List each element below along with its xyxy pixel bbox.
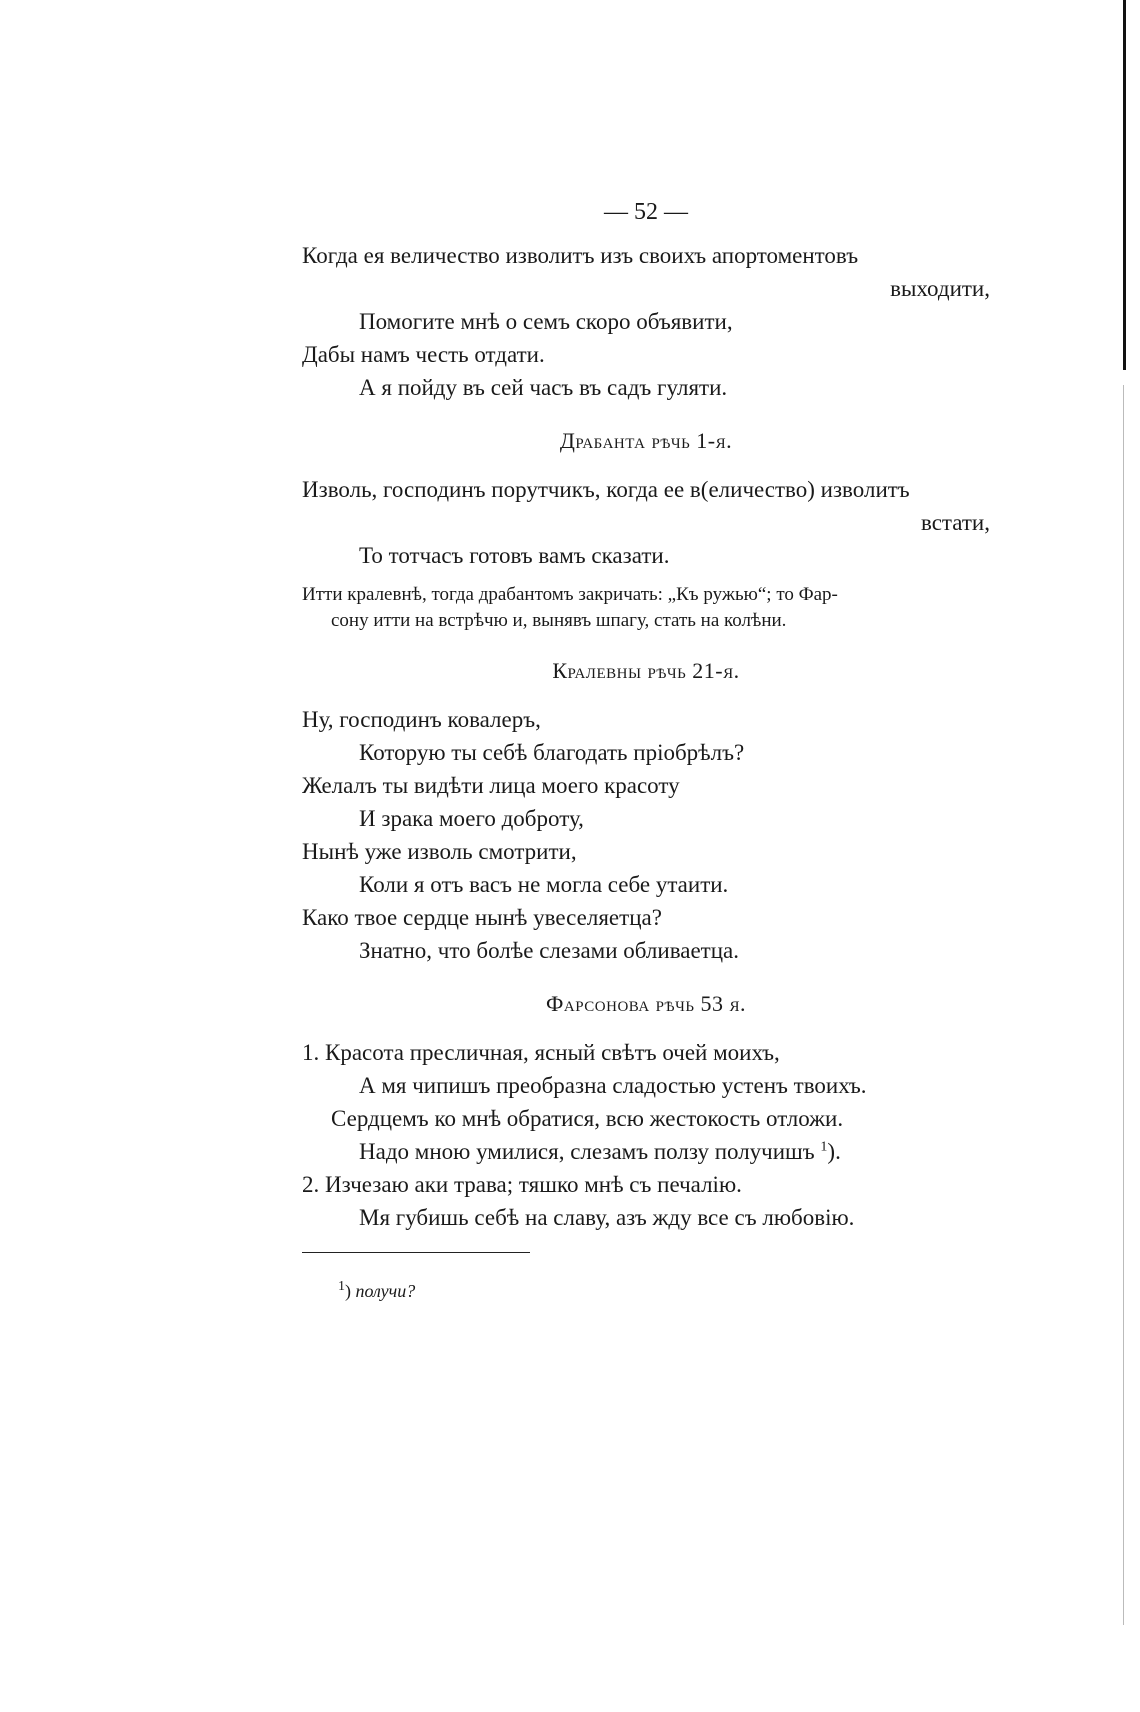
footnote-text: получи? bbox=[355, 1281, 416, 1301]
speaker-heading: Кралевны рѣчь 21-я. bbox=[552, 658, 740, 683]
stage-direction-line: сону итти на встрѣчю и, вынявъ шпагу, стать на колѣни. bbox=[331, 610, 787, 631]
verse-line-continuation: встати, bbox=[921, 510, 990, 535]
verse-line-continuation: выходити, bbox=[890, 276, 990, 301]
speaker-heading: Фарсонова рѣчь 53 я. bbox=[546, 991, 746, 1016]
page-number: — 52 — bbox=[604, 199, 688, 225]
verse-line: Которую ты себѣ благодать пріобрѣлъ? bbox=[359, 740, 745, 765]
footnote-mark: 1 bbox=[338, 1279, 345, 1294]
verse-line: 2. Изчезаю аки трава; тяшко мнѣ съ печалію. bbox=[302, 1172, 742, 1197]
footnote-reference: 1 bbox=[820, 1139, 828, 1155]
verse-line: А мя чипишъ преобразна сладостью устенъ твоихъ. bbox=[359, 1073, 867, 1098]
verse-line: Како твое сердце нынѣ увеселяетца? bbox=[302, 905, 662, 930]
verse-line: Сердцемъ ко мнѣ обратися, всю жестокость отложи. bbox=[331, 1106, 844, 1131]
verse-line: Дабы намъ честь отдати. bbox=[302, 342, 545, 367]
verse-line: Желалъ ты видѣти лица моего красоту bbox=[302, 773, 680, 798]
footnote bbox=[302, 1275, 990, 1308]
verse-line: Знатно, что болѣе слезами обливаетца. bbox=[359, 938, 739, 963]
verse-line bbox=[302, 1135, 990, 1168]
speaker-heading: Драбанта рѣчь 1-я. bbox=[559, 428, 733, 453]
footnote-paren: ) bbox=[345, 1281, 351, 1301]
verse-line: Помогите мнѣ о семъ скоро объявити, bbox=[359, 309, 733, 334]
verse-line: Мя губишь себѣ на славу, азъ жду все съ любовію. bbox=[359, 1205, 855, 1230]
verse-line: Коли я отъ васъ не могла себе утаити. bbox=[359, 872, 729, 897]
verse-line: 1. Красота пресличная, ясный свѣтъ очей моихъ, bbox=[302, 1040, 780, 1065]
verse-block-4 bbox=[302, 1036, 990, 1234]
page-margin-line bbox=[1123, 385, 1124, 1625]
document-page bbox=[302, 196, 990, 1308]
verse-block-2 bbox=[302, 473, 990, 572]
stage-direction-line: Итти кралевнѣ, тогда драбантомъ закричать: „Къ ружью“; то Фар- bbox=[302, 584, 838, 605]
verse-block-3 bbox=[302, 703, 990, 967]
verse-line: Нынѣ уже изволь смотрити, bbox=[302, 839, 577, 864]
verse-line: И зрака моего доброту, bbox=[359, 806, 584, 831]
verse-line: Когда ея величество изволитъ изъ своихъ апортоментовъ bbox=[302, 243, 859, 268]
verse-line: То тотчасъ готовъ вамъ сказати. bbox=[359, 543, 670, 568]
footnote-rule bbox=[302, 1252, 530, 1253]
verse-block-1 bbox=[302, 239, 990, 404]
stage-direction bbox=[302, 582, 990, 634]
verse-line-end: ). bbox=[827, 1139, 841, 1164]
verse-line-text: Надо мною умилися, слезамъ ползу получишъ bbox=[359, 1139, 815, 1164]
verse-line: Ну, господинъ ковалеръ, bbox=[302, 707, 541, 732]
page-spine-edge bbox=[1123, 0, 1126, 370]
verse-line: Изволь, господинъ порутчикъ, когда ее в(еличество) изволитъ bbox=[302, 477, 910, 502]
verse-line: А я пойду въ сей часъ въ садъ гуляти. bbox=[359, 375, 728, 400]
